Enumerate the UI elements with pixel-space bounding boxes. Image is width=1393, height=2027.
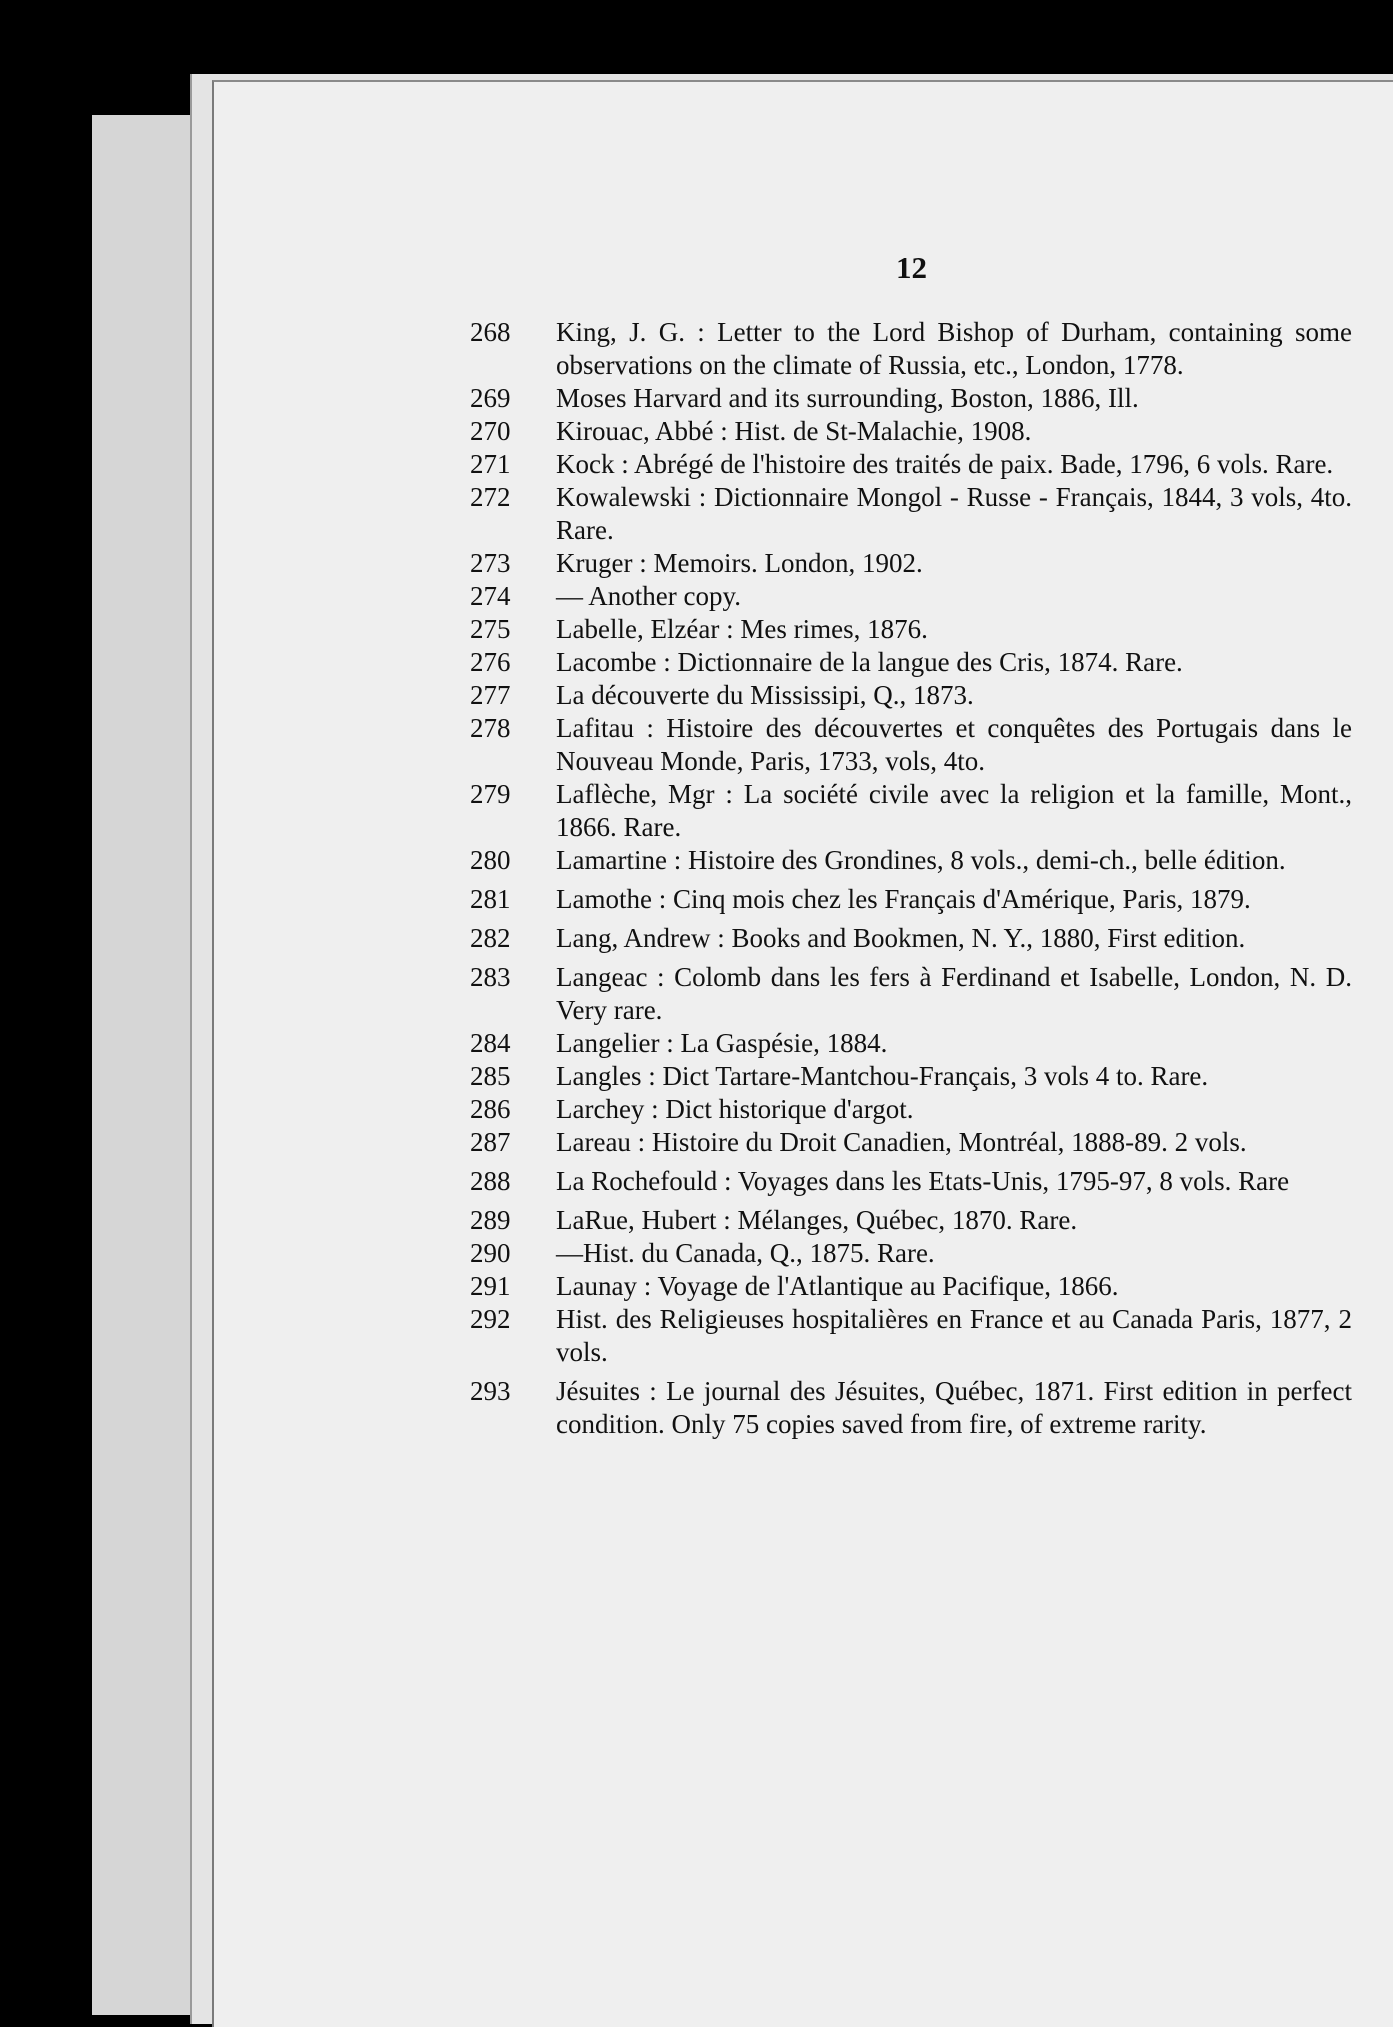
entry-275 xyxy=(470,613,1352,646)
entry-number: 274 xyxy=(470,581,511,611)
entry-text: Jésuites : Le journal des Jésuites, Québec, 1871. First edition in perfect condition. Only 75 copies saved from fire, of extreme rarity. xyxy=(556,1376,1352,1439)
entry-number: 277 xyxy=(470,680,511,710)
entry-text: King, J. G. : Letter to the Lord Bishop of Durham, containing some observations on the climate of Russia, etc., London, 1778. xyxy=(556,317,1352,380)
entry-290 xyxy=(470,1237,1352,1270)
entry-293 xyxy=(470,1375,1352,1441)
entry-number: 273 xyxy=(470,548,511,578)
entry-number: 293 xyxy=(470,1376,511,1406)
entry-284 xyxy=(470,1027,1352,1060)
entry-number: 271 xyxy=(470,449,511,479)
entry-text: Langelier : La Gaspésie, 1884. xyxy=(556,1028,888,1058)
entry-number: 292 xyxy=(470,1304,511,1334)
entry-number: 289 xyxy=(470,1205,511,1235)
entry-285 xyxy=(470,1060,1352,1093)
entry-269 xyxy=(470,382,1352,415)
entry-text: Langeac : Colomb dans les fers à Ferdinand et Isabelle, London, N. D. Very rare. xyxy=(556,962,1352,1025)
entry-number: 268 xyxy=(470,317,511,347)
entry-270 xyxy=(470,415,1352,448)
entry-number: 272 xyxy=(470,482,511,512)
entry-text: Laflèche, Mgr : La société civile avec la religion et la famille, Mont., 1866. Rare. xyxy=(556,779,1352,842)
entry-283 xyxy=(470,961,1352,1027)
entry-text: Kirouac, Abbé : Hist. de St-Malachie, 1908. xyxy=(556,416,1032,446)
entry-number: 275 xyxy=(470,614,511,644)
entry-286 xyxy=(470,1093,1352,1126)
catalog-entries xyxy=(470,316,1352,1441)
entry-text: Lareau : Histoire du Droit Canadien, Montréal, 1888-89. 2 vols. xyxy=(556,1127,1247,1157)
entry-text: Kowalewski : Dictionnaire Mongol - Russe - Français, 1844, 3 vols, 4to. Rare. xyxy=(556,482,1352,545)
entry-number: 284 xyxy=(470,1028,511,1058)
entry-text: Lacombe : Dictionnaire de la langue des Cris, 1874. Rare. xyxy=(556,647,1183,677)
entry-279 xyxy=(470,778,1352,844)
entry-274 xyxy=(470,580,1352,613)
entry-273 xyxy=(470,547,1352,580)
entry-number: 288 xyxy=(470,1166,511,1196)
entry-text: Moses Harvard and its surrounding, Boston, 1886, Ill. xyxy=(556,383,1139,413)
entry-276 xyxy=(470,646,1352,679)
entry-number: 280 xyxy=(470,845,511,875)
entry-271 xyxy=(470,448,1352,481)
entry-291 xyxy=(470,1270,1352,1303)
entry-text: Lamartine : Histoire des Grondines, 8 vols., demi-ch., belle édition. xyxy=(556,845,1286,875)
entry-number: 281 xyxy=(470,884,511,914)
entry-text: Hist. des Religieuses hospitalières en France et au Canada Paris, 1877, 2 vols. xyxy=(556,1304,1352,1367)
entry-number: 285 xyxy=(470,1061,511,1091)
entry-text: La découverte du Mississipi, Q., 1873. xyxy=(556,680,974,710)
entry-text: LaRue, Hubert : Mélanges, Québec, 1870. Rare. xyxy=(556,1205,1078,1235)
entry-text: Lamothe : Cinq mois chez les Français d'Amérique, Paris, 1879. xyxy=(556,884,1251,914)
entry-text: Lang, Andrew : Books and Bookmen, N. Y., 1880, First edition. xyxy=(556,923,1246,953)
entry-text: Langles : Dict Tartare-Mantchou-Français, 3 vols 4 to. Rare. xyxy=(556,1061,1209,1091)
entry-number: 283 xyxy=(470,962,511,992)
entry-292 xyxy=(470,1303,1352,1369)
entry-287 xyxy=(470,1126,1352,1159)
entry-number: 290 xyxy=(470,1238,511,1268)
entry-number: 286 xyxy=(470,1094,511,1124)
entry-number: 279 xyxy=(470,779,511,809)
entry-277 xyxy=(470,679,1352,712)
entry-text: Launay : Voyage de l'Atlantique au Pacifique, 1866. xyxy=(556,1271,1119,1301)
entry-268 xyxy=(470,316,1352,382)
entry-text: —Hist. du Canada, Q., 1875. Rare. xyxy=(556,1238,935,1268)
entry-text: La Rochefould : Voyages dans les Etats-Unis, 1795-97, 8 vols. Rare xyxy=(556,1166,1290,1196)
entry-text: — Another copy. xyxy=(556,581,741,611)
entry-282 xyxy=(470,922,1352,955)
entry-number: 276 xyxy=(470,647,511,677)
entry-number: 270 xyxy=(470,416,511,446)
entry-288 xyxy=(470,1165,1352,1198)
entry-text: Larchey : Dict historique d'argot. xyxy=(556,1094,914,1124)
entry-278 xyxy=(470,712,1352,778)
entry-number: 269 xyxy=(470,383,511,413)
page-number: 12 xyxy=(896,250,927,285)
entry-272 xyxy=(470,481,1352,547)
entry-text: Kock : Abrégé de l'histoire des traités de paix. Bade, 1796, 6 vols. Rare. xyxy=(556,449,1334,479)
entry-280 xyxy=(470,844,1352,877)
entry-text: Kruger : Memoirs. London, 1902. xyxy=(556,548,923,578)
entry-number: 287 xyxy=(470,1127,511,1157)
entry-number: 282 xyxy=(470,923,511,953)
entry-number: 278 xyxy=(470,713,511,743)
entry-text: Lafitau : Histoire des découvertes et conquêtes des Portugais dans le Nouveau Monde, Paris, 1733, vols, 4to. xyxy=(556,713,1352,776)
entry-281 xyxy=(470,883,1352,916)
entry-number: 291 xyxy=(470,1271,511,1301)
entry-text: Labelle, Elzéar : Mes rimes, 1876. xyxy=(556,614,928,644)
entry-289 xyxy=(470,1204,1352,1237)
